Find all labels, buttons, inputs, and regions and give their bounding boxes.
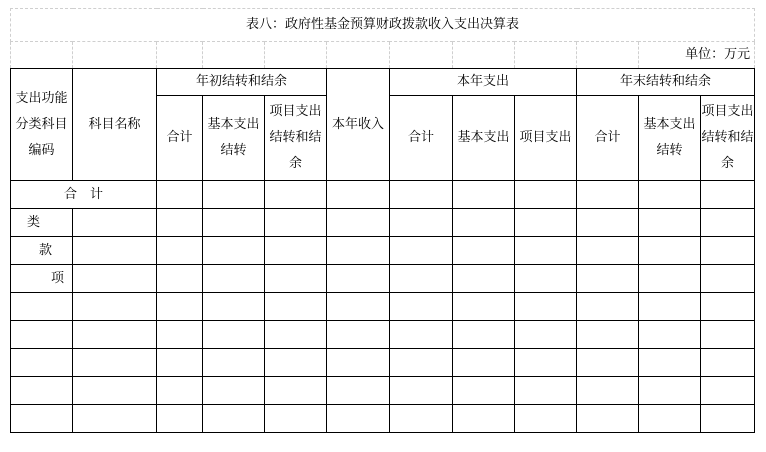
cell bbox=[701, 237, 755, 265]
header-begin-basic: 基本支出结转 bbox=[203, 96, 265, 181]
cell bbox=[577, 181, 639, 209]
cell bbox=[203, 405, 265, 433]
cell bbox=[577, 377, 639, 405]
cell bbox=[639, 265, 701, 293]
row-label-xiang: 项 bbox=[11, 265, 73, 293]
cell bbox=[11, 377, 73, 405]
cell bbox=[73, 405, 157, 433]
header-spend-group: 本年支出 bbox=[390, 69, 577, 96]
cell bbox=[515, 181, 577, 209]
cell bbox=[265, 349, 327, 377]
cell bbox=[157, 181, 203, 209]
cell bbox=[639, 293, 701, 321]
header-end-group: 年末结转和结余 bbox=[577, 69, 755, 96]
cell bbox=[453, 321, 515, 349]
row-label-lei: 类 bbox=[11, 209, 73, 237]
cell bbox=[265, 321, 327, 349]
cell bbox=[577, 405, 639, 433]
header-begin-group: 年初结转和结余 bbox=[157, 69, 327, 96]
cell bbox=[265, 405, 327, 433]
cell bbox=[327, 209, 390, 237]
cell bbox=[390, 349, 453, 377]
cell bbox=[73, 237, 157, 265]
cell bbox=[515, 405, 577, 433]
cell bbox=[639, 237, 701, 265]
cell bbox=[639, 405, 701, 433]
table-row bbox=[11, 321, 755, 349]
cell bbox=[701, 349, 755, 377]
header-income: 本年收入 bbox=[327, 69, 390, 181]
cell bbox=[265, 377, 327, 405]
cell bbox=[515, 321, 577, 349]
cell bbox=[639, 209, 701, 237]
header-begin-total: 合计 bbox=[157, 96, 203, 181]
cell bbox=[327, 293, 390, 321]
cell bbox=[73, 377, 157, 405]
cell bbox=[11, 405, 73, 433]
table-row bbox=[11, 293, 755, 321]
cell bbox=[390, 377, 453, 405]
cell bbox=[453, 377, 515, 405]
cell bbox=[390, 321, 453, 349]
cell bbox=[327, 181, 390, 209]
cell bbox=[577, 237, 639, 265]
cell bbox=[453, 181, 515, 209]
cell bbox=[265, 293, 327, 321]
cell bbox=[73, 321, 157, 349]
cell bbox=[203, 265, 265, 293]
cell bbox=[577, 321, 639, 349]
header-end-basic: 基本支出结转 bbox=[639, 96, 701, 181]
header-spend-total: 合计 bbox=[390, 96, 453, 181]
cell bbox=[11, 293, 73, 321]
cell bbox=[515, 293, 577, 321]
cell bbox=[390, 237, 453, 265]
cell bbox=[157, 377, 203, 405]
cell bbox=[265, 181, 327, 209]
cell bbox=[577, 265, 639, 293]
cell bbox=[390, 209, 453, 237]
table-row-total bbox=[11, 181, 755, 209]
cell bbox=[203, 377, 265, 405]
cell bbox=[453, 209, 515, 237]
cell bbox=[515, 377, 577, 405]
cell bbox=[11, 349, 73, 377]
table-row bbox=[11, 377, 755, 405]
cell bbox=[73, 293, 157, 321]
table-row bbox=[11, 405, 755, 433]
cell bbox=[203, 349, 265, 377]
table-row-lei bbox=[11, 209, 755, 237]
cell bbox=[203, 293, 265, 321]
cell bbox=[701, 321, 755, 349]
table-title: 表八：政府性基金预算财政拨款收入支出决算表 bbox=[11, 9, 755, 42]
cell bbox=[203, 209, 265, 237]
cell bbox=[73, 265, 157, 293]
cell bbox=[327, 237, 390, 265]
cell bbox=[701, 265, 755, 293]
cell bbox=[157, 321, 203, 349]
cell bbox=[203, 237, 265, 265]
unit-label: 单位：万元 bbox=[639, 42, 755, 69]
cell bbox=[265, 237, 327, 265]
cell bbox=[390, 293, 453, 321]
table-row bbox=[11, 349, 755, 377]
cell bbox=[515, 265, 577, 293]
cell bbox=[577, 209, 639, 237]
cell bbox=[157, 405, 203, 433]
cell bbox=[701, 209, 755, 237]
row-label-total: 合 计 bbox=[11, 181, 157, 209]
cell bbox=[203, 321, 265, 349]
header-end-total: 合计 bbox=[577, 96, 639, 181]
header-name: 科目名称 bbox=[73, 69, 157, 181]
cell bbox=[577, 349, 639, 377]
cell bbox=[701, 181, 755, 209]
cell bbox=[639, 321, 701, 349]
cell bbox=[327, 349, 390, 377]
cell bbox=[265, 209, 327, 237]
header-begin-project: 项目支出结转和结余 bbox=[265, 96, 327, 181]
cell bbox=[390, 265, 453, 293]
cell bbox=[453, 265, 515, 293]
cell bbox=[327, 265, 390, 293]
cell bbox=[157, 209, 203, 237]
cell bbox=[639, 377, 701, 405]
header-spend-basic: 基本支出 bbox=[453, 96, 515, 181]
cell bbox=[11, 321, 73, 349]
cell bbox=[639, 349, 701, 377]
cell bbox=[327, 321, 390, 349]
cell bbox=[515, 237, 577, 265]
cell bbox=[453, 237, 515, 265]
cell bbox=[453, 293, 515, 321]
cell bbox=[515, 349, 577, 377]
cell bbox=[515, 209, 577, 237]
cell bbox=[73, 349, 157, 377]
table-row-xiang bbox=[11, 265, 755, 293]
cell bbox=[73, 209, 157, 237]
cell bbox=[157, 265, 203, 293]
cell bbox=[390, 181, 453, 209]
cell bbox=[701, 293, 755, 321]
budget-table bbox=[10, 8, 755, 433]
cell bbox=[577, 293, 639, 321]
cell bbox=[390, 405, 453, 433]
header-end-project: 项目支出结转和结余 bbox=[701, 96, 755, 181]
header-spend-project: 项目支出 bbox=[515, 96, 577, 181]
row-label-kuan: 款 bbox=[11, 237, 73, 265]
cell bbox=[701, 377, 755, 405]
table-row-kuan bbox=[11, 237, 755, 265]
cell bbox=[639, 181, 701, 209]
cell bbox=[701, 405, 755, 433]
cell bbox=[157, 349, 203, 377]
cell bbox=[453, 349, 515, 377]
cell bbox=[327, 405, 390, 433]
cell bbox=[265, 265, 327, 293]
cell bbox=[157, 293, 203, 321]
cell bbox=[157, 237, 203, 265]
cell bbox=[327, 377, 390, 405]
header-code: 支出功能分类科目编码 bbox=[11, 69, 73, 181]
cell bbox=[203, 181, 265, 209]
cell bbox=[453, 405, 515, 433]
